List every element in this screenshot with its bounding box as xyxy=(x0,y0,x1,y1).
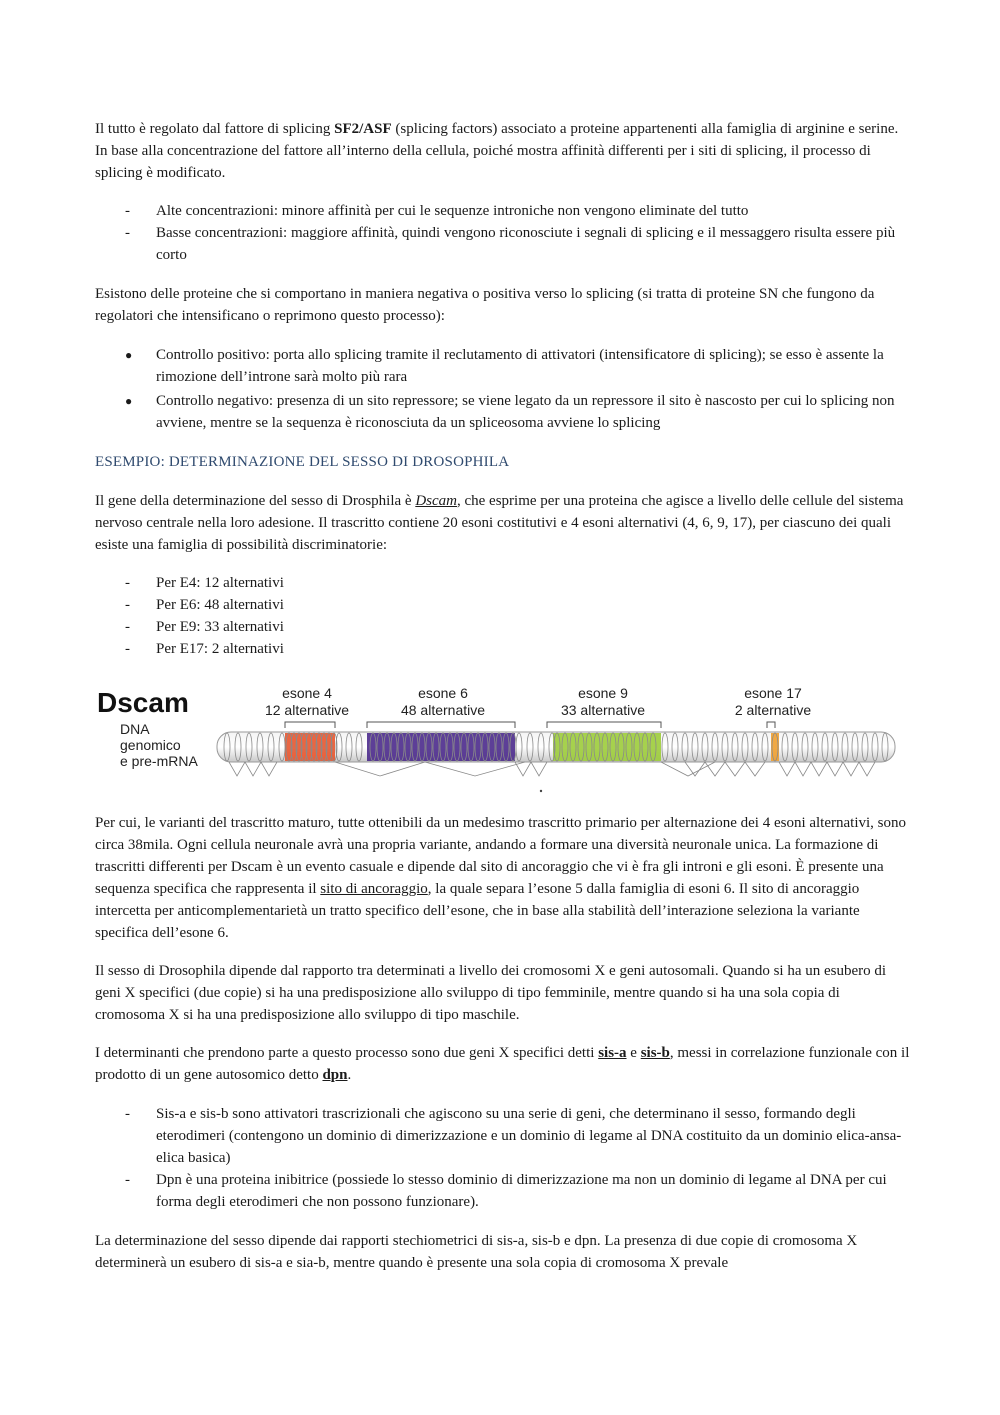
determinants-text-b: e xyxy=(626,1045,641,1061)
list-item xyxy=(95,200,910,222)
splice-line xyxy=(795,762,811,776)
intro-text-a: Il tutto è regolato dal fattore di splicing xyxy=(95,121,335,137)
concentration-list xyxy=(95,200,910,266)
list-item xyxy=(95,594,910,616)
list-item xyxy=(95,1103,910,1169)
determinants-paragraph xyxy=(95,1042,910,1086)
intro-text-b: (splicing factors) associato a proteine appartenenti alla famiglia di arginine e serine. In base alla concentrazione del fattore all’interno della cellula, poiché mostra affinità differenti per i siti di splicing, il processo di splicing è modificato. xyxy=(95,121,899,181)
dscam-text-b: , che esprime per una proteina che agisce a livello delle cellule del sistema nervoso centrale nella loro adesione. Il trascritto contiene 20 esoni costitutivi e 4 esoni alternativi (4, 6, 9, 17), per ciascuno dei quali esiste una famiglia di possibilità discriminatorie: xyxy=(95,493,904,553)
figure-dot xyxy=(540,790,542,792)
variants-text-a: Per cui, le varianti del trascritto maturo, tutte ottenibili da un medesimo trascritto primario per alternazione dei 4 esoni alternativi, sono circa 38mila. Ogni cellula neuronale avrà una propria variante, andando a formare una diversità neuronale unica. La formazione di trascritti differenti per Dscam è un evento casuale e dipende dal sito di ancoraggio che vi è fra gli introni e gli esoni. È presente una sequenza specifica che rappresenta il xyxy=(95,815,907,897)
sis-a-term: sis-a xyxy=(598,1045,627,1061)
list-item-text: Per E6: 48 alternativi xyxy=(156,597,284,613)
list-item xyxy=(95,344,910,388)
dpn-term: dpn xyxy=(322,1067,348,1083)
sex-paragraph: Il sesso di Drosophila dipende dal rapporto tra determinati a livello dei cromosomi X e geni autosomali. Quando si ha un esubero di geni X specifici (due copie) si ha una predisposizione allo sviluppo di tipo femminile, mentre quando si ha una sola copia di cromosoma X si ha una predisposizione allo sviluppo di tipo maschile. xyxy=(95,963,887,1023)
list-item-text: Controllo negativo: presenza di un sito repressore; se viene legato da un repressore il sito è nascosto per cui lo splicing non avviene, mentre se la sequenza è riconosciuta da un spliceosoma avviene lo splicing xyxy=(156,393,895,431)
exon6-label: esone 6 xyxy=(418,685,468,701)
splice-line xyxy=(705,762,725,776)
sis-list xyxy=(95,1103,910,1213)
determinants-text-c: , messi in correlazione funzionale con il prodotto di un gene autosomico detto xyxy=(95,1045,910,1083)
dscam-diagram xyxy=(95,678,910,798)
splice-line xyxy=(779,762,795,776)
list-item xyxy=(95,616,910,638)
exon4-bracket xyxy=(285,722,335,728)
list-item-text: Per E9: 33 alternativi xyxy=(156,619,284,635)
list-item xyxy=(95,222,910,266)
figure-subtitle-3: e pre-mRNA xyxy=(120,753,198,769)
list-item xyxy=(95,572,910,594)
list-item-text: Controllo positivo: porta allo splicing tramite il reclutamento di attivatori (intensificatore di splicing); se esso è assente la rimozione dell’introne sarà molto più rara xyxy=(156,347,884,385)
exon6-alt: 48 alternative xyxy=(400,702,486,718)
splice-line xyxy=(229,762,245,776)
list-item xyxy=(95,1169,910,1213)
stoichiometry-paragraph: La determinazione del sesso dipende dai rapporti stechiometrici di sis-a, sis-b e dpn. La presenza di due copie di cromosoma X determinerà un esubero di sis-a e sia-b, mentre quando è presente una sola copia di cromosoma X prevale xyxy=(95,1233,858,1271)
bullet-marker: ● xyxy=(125,394,133,408)
variants-text-b: , la quale separa l’esone 5 dalla famiglia di esoni 6. Il sito di ancoraggio intercetta per anticomplementarietà un tratto specifico dell’esone, che in base alla stabilità dell’interazione seleziona la variante specifica dell’esone 6. xyxy=(95,881,860,941)
exon9-label: esone 9 xyxy=(578,685,628,701)
splice-line xyxy=(827,762,843,776)
exon17-bracket xyxy=(767,722,775,728)
list-item-text: Alte concentrazioni: minore affinità per cui le sequenze introniche non vengono eliminate del tutto xyxy=(156,203,749,219)
splice-lines xyxy=(229,762,875,776)
dscam-text-a: Il gene della determinazione del sesso di Drosphila è xyxy=(95,493,416,509)
splice-line xyxy=(335,762,425,776)
dash-marker: - xyxy=(125,575,130,591)
figure-subtitle-1: DNA xyxy=(120,721,150,737)
determinants-text-d: . xyxy=(347,1067,352,1083)
dash-marker: - xyxy=(125,225,130,241)
exon6-bracket xyxy=(367,722,515,728)
splice-line xyxy=(725,762,745,776)
proteins-paragraph: Esistono delle proteine che si comportano in maniera negativa o positiva verso lo splicing (si tratta di proteine SN che fungono da regolatori che intensificano o reprimono questo processo): xyxy=(95,286,875,324)
list-item-text: Per E17: 2 alternativi xyxy=(156,641,284,657)
document-page xyxy=(95,118,910,1274)
bullet-marker: ● xyxy=(125,348,133,362)
list-item-text: Dpn è una proteina inibitrice (possiede lo stesso dominio di dimerizzazione ma non un dominio di legame al DNA per cui forma degli eterodimeri che non possono funzionare). xyxy=(156,1172,887,1210)
dash-marker: - xyxy=(125,641,130,657)
dscam-figure xyxy=(95,678,910,798)
dash-marker: - xyxy=(125,1106,130,1122)
dscam-paragraph xyxy=(95,490,910,556)
splice-line xyxy=(261,762,277,776)
splice-line xyxy=(425,762,525,776)
control-list xyxy=(95,344,910,434)
dash-marker: - xyxy=(125,203,130,219)
intro-paragraph xyxy=(95,118,910,184)
anchoring-site-term: sito di ancoraggio xyxy=(320,881,428,897)
figure-title: Dscam xyxy=(97,687,189,718)
splice-line xyxy=(531,762,547,776)
exon-list xyxy=(95,572,910,660)
sis-b-term: sis-b xyxy=(640,1045,670,1061)
exon4-alt: 12 alternative xyxy=(264,702,350,718)
exon17-label: esone 17 xyxy=(744,685,802,701)
variants-paragraph xyxy=(95,812,910,944)
splice-line xyxy=(245,762,261,776)
exon4-block xyxy=(285,733,335,761)
dash-marker: - xyxy=(125,597,130,613)
determinants-text-a: I determinanti che prendono parte a questo processo sono due geni X specifici detti xyxy=(95,1045,599,1061)
exon4-label: esone 4 xyxy=(282,685,332,701)
list-item xyxy=(95,390,910,434)
section-heading: ESEMPIO: DETERMINAZIONE DEL SESSO DI DROSOPHILA xyxy=(95,454,510,470)
splice-line xyxy=(843,762,859,776)
intro-bold-term: SF2/ASF xyxy=(334,121,392,137)
list-item-text: Sis-a e sis-b sono attivatori trascrizionali che agiscono su una serie di geni, che determinano il sesso, formando degli eterodimeri (contengono un dominio di dimerizzazione e un dominio di legame al DNA costituito da un dominio elica-ansa-elica basica) xyxy=(156,1106,902,1166)
list-item-text: Per E4: 12 alternativi xyxy=(156,575,284,591)
list-item-text: Basse concentrazioni: maggiore affinità, quindi vengono riconosciute i segnali di splicing e il messaggero risulta essere più corto xyxy=(156,225,896,263)
exon17-alt: 2 alternative xyxy=(734,702,812,718)
splice-line xyxy=(745,762,765,776)
splice-line xyxy=(859,762,875,776)
figure-subtitle-2: genomico xyxy=(120,737,181,753)
exon9-alt: 33 alternative xyxy=(560,702,646,718)
splice-line xyxy=(811,762,827,776)
dash-marker: - xyxy=(125,1172,130,1188)
dash-marker: - xyxy=(125,619,130,635)
dscam-link[interactable]: Dscam xyxy=(415,493,457,509)
exon9-bracket xyxy=(547,722,661,728)
list-item xyxy=(95,638,910,660)
